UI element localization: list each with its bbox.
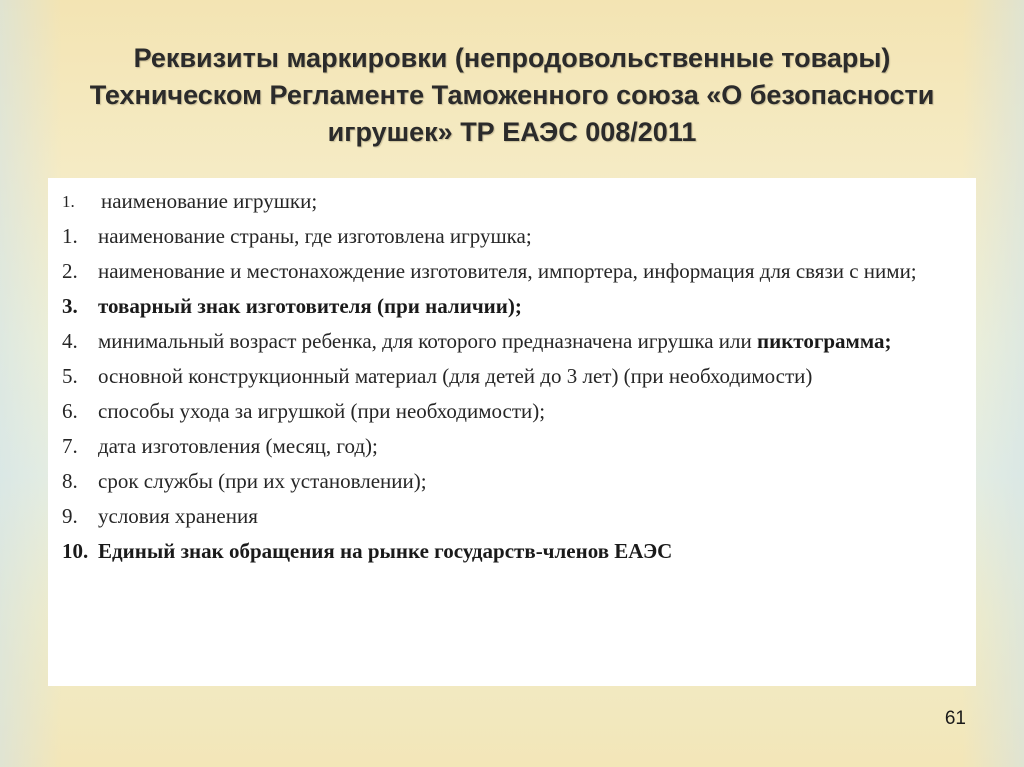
list-item-number: 5. — [62, 364, 78, 388]
list-item-text: способы ухода за игрушкой (при необходимости); — [98, 399, 546, 423]
list-item-text: минимальный возраст ребенка, для которого предназначена игрушка или — [98, 329, 752, 353]
list-item-number: 7. — [62, 434, 78, 458]
slide-title — [40, 40, 984, 151]
list-item-text: дата изготовления (месяц, год); — [98, 434, 378, 458]
list-item-text: наименование страны, где изготовлена игрушка; — [98, 224, 532, 248]
title-line-3: игрушек» ТР ЕАЭС 008/2011 — [327, 117, 697, 147]
list-item — [62, 536, 956, 567]
list-item — [62, 186, 956, 217]
list-item-text: Единый знак обращения на рынке государств-членов ЕАЭС — [98, 539, 673, 563]
list-item-number: 10. — [62, 539, 89, 563]
list-item-number: 4. — [62, 329, 78, 353]
list-item — [62, 396, 956, 427]
list-item — [62, 256, 956, 287]
list-item-number: 8. — [62, 469, 78, 493]
title-line-2: Техническом Регламенте Таможенного союза «О безопасности — [89, 80, 935, 110]
list-item — [62, 466, 956, 497]
page-number: 61 — [944, 708, 966, 729]
list-item — [62, 501, 956, 532]
list-item — [62, 291, 956, 322]
list-item-text: наименование игрушки; — [101, 189, 318, 213]
list-item-text: товарный знак изготовителя (при наличии); — [98, 294, 522, 318]
list-item-number: 2. — [62, 259, 78, 283]
list-item-text-wrap — [98, 326, 956, 357]
list-item — [62, 221, 956, 252]
list-item-number: 9. — [62, 504, 78, 528]
list-item — [62, 431, 956, 462]
list-item — [62, 361, 956, 392]
requisites-list — [48, 178, 976, 686]
list-item-number: 6. — [62, 399, 78, 423]
list-item-text: основной конструкционный материал (для детей до 3 лет) (при необходимости) — [98, 364, 813, 388]
list-item-text: срок службы (при их установлении); — [98, 469, 427, 493]
list-item-number: 3. — [62, 294, 78, 318]
title-line-1: Реквизиты маркировки (непродовольственные товары) — [133, 43, 891, 73]
list-item-number: 1. — [62, 224, 78, 248]
list-item-text-bold: пиктограмма; — [757, 329, 892, 353]
list-item — [62, 326, 956, 357]
list-item-text: наименование и местонахождение изготовителя, импортера, информация для связи с ними; — [98, 259, 917, 283]
list-item-text: условия хранения — [98, 504, 258, 528]
list-item-number: 1. — [62, 192, 75, 211]
